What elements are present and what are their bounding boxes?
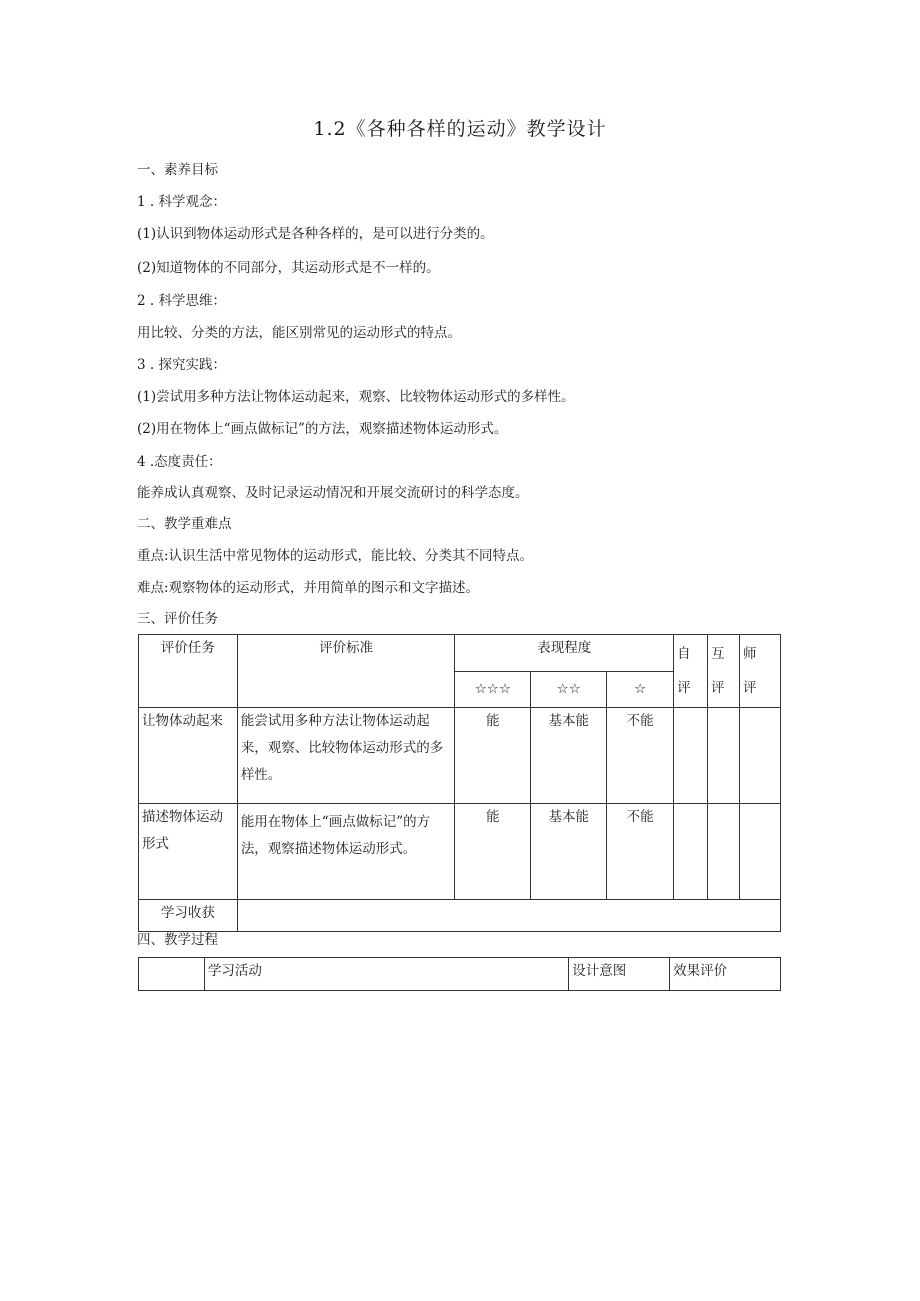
table-row [139, 804, 781, 900]
header-level: 表现程度 [455, 635, 674, 672]
header-two-stars: ☆☆ [531, 671, 607, 708]
row-standard: 能用在物体上“画点做标记”的方法，观察描述物体运动形式。 [237, 804, 455, 900]
header-blank [139, 958, 205, 991]
goal-3-item-2: (2)用在物体上“画点做标记”的方法，观察描述物体运动形式。 [137, 421, 508, 437]
document-title: 1.2《各种各样的运动》教学设计 [313, 118, 607, 140]
row-level-1: 不能 [607, 804, 674, 900]
row-level-3: 能 [455, 804, 531, 900]
goal-3-item-1: (1)尝试用多种方法让物体运动起来，观察、比较物体运动形式的多样性。 [137, 389, 575, 405]
table-row [139, 708, 781, 804]
goal-3-heading: 3 . 探究实践： [137, 357, 226, 373]
header-standard: 评价标准 [237, 635, 455, 708]
goal-2-heading: 2 . 科学思维： [137, 293, 226, 309]
header-peer-eval: 互 评 [708, 635, 740, 708]
goal-2-item-1: 用比较、分类的方法，能区别常见的运动形式的特点。 [137, 325, 461, 341]
goal-4-heading: 4 .态度责任： [137, 454, 222, 470]
evaluation-table [138, 634, 781, 932]
header-effect-evaluation: 效果评价 [670, 958, 781, 991]
row-peer-eval [708, 708, 740, 804]
section-heading-process: 四、教学过程 [137, 932, 218, 948]
key-point: 重点:认识生活中常见物体的运动形式，能比较、分类其不同特点。 [137, 548, 534, 564]
goal-1-item-2: (2)知道物体的不同部分，其运动形式是不一样的。 [137, 260, 440, 276]
harvest-value [237, 900, 780, 932]
row-standard: 能尝试用多种方法让物体运动起来，观察、比较物体运动形式的多样性。 [237, 708, 455, 804]
section-heading-key-points: 二、教学重难点 [137, 516, 232, 532]
difficult-point: 难点:观察物体的运动形式，并用简单的图示和文字描述。 [137, 580, 480, 596]
row-teacher-eval [740, 708, 781, 804]
goal-1-heading: 1 . 科学观念： [137, 194, 226, 210]
row-level-3: 能 [455, 708, 531, 804]
row-self-eval [674, 804, 708, 900]
goal-4-item-1: 能养成认真观察、及时记录运动情况和开展交流研讨的科学态度。 [137, 485, 529, 501]
section-heading-goals: 一、素养目标 [137, 162, 218, 178]
section-heading-evaluation: 三、评价任务 [137, 611, 218, 627]
row-level-2: 基本能 [531, 804, 607, 900]
row-teacher-eval [740, 804, 781, 900]
row-task: 让物体动起来 [139, 708, 238, 804]
row-level-1: 不能 [607, 708, 674, 804]
header-one-star: ☆ [607, 671, 674, 708]
row-level-2: 基本能 [531, 708, 607, 804]
goal-1-item-1: (1)认识到物体运动形式是各种各样的，是可以进行分类的。 [137, 226, 494, 242]
process-table [138, 957, 781, 991]
header-self-eval: 自 评 [674, 635, 708, 708]
harvest-label: 学习收获 [139, 900, 238, 932]
row-peer-eval [708, 804, 740, 900]
header-design-intent: 设计意图 [569, 958, 670, 991]
header-teacher-eval: 师 评 [740, 635, 781, 708]
header-three-stars: ☆☆☆ [455, 671, 531, 708]
header-learning-activity: 学习活动 [204, 958, 568, 991]
row-self-eval [674, 708, 708, 804]
header-task: 评价任务 [139, 635, 238, 708]
row-task: 描述物体运动形式 [139, 804, 238, 900]
